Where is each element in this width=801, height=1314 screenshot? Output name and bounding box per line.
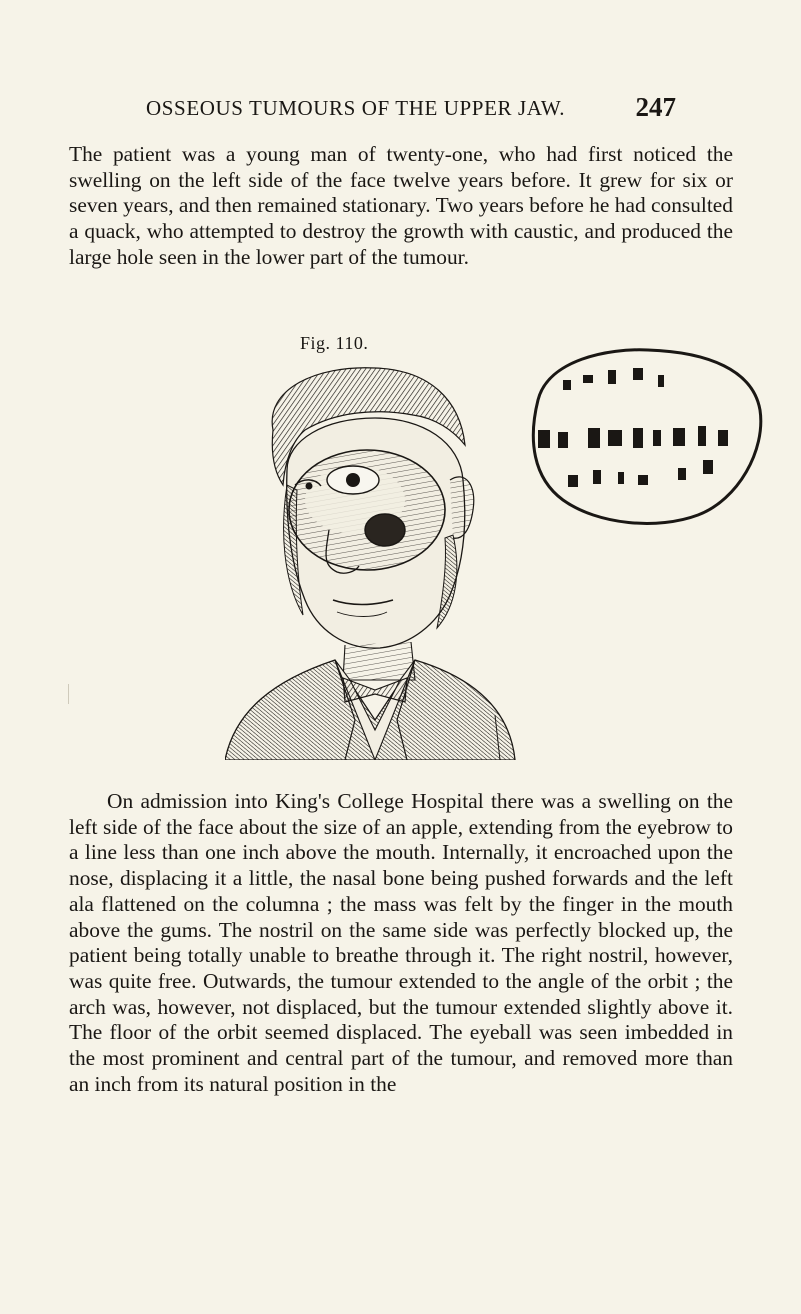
caustic-hole	[365, 514, 405, 546]
page-number: 247	[635, 92, 676, 122]
running-head: OSSEOUS TUMOURS OF THE UPPER JAW.	[146, 96, 566, 120]
paragraph-1: The patient was a young man of twenty-one, who had first noticed the swelling on the left side of the face twelve years before. It grew for six or seven years, and then remained stationary. Two years before he had consulted a quack, who attempted to destroy the growth with caustic, and produced the large hole seen in the lower part of the tumour.	[69, 142, 733, 269]
figure-caption: Fig. 110.	[300, 333, 369, 353]
page-header	[146, 92, 676, 128]
margin-mark	[68, 684, 75, 704]
library-stamp	[508, 340, 768, 530]
paragraph-2: On admission into King's College Hospital there was a swelling on the left side of the face about the size of an apple, extending from the eyebrow to a line less than one inch above the mouth. Internally, it encroached upon the nose, displacing it a little, the nasal bone being pushed forwards and the left ala flattened on the columna ; the mass was felt by the finger in the mouth above the gums. The nostril on the same side was perfectly blocked up, the patient being totally unable to breathe through it. The right nostril, however, was quite free. Outwards, the tumour extended to the angle of the orbit ; the arch was, however, not displaced, but the tumour extended slightly above it. The floor of the orbit seemed displaced. The eyeball was seen imbedded in the most prominent and central part of the tumour, and removed more than an inch from its natural position in the	[69, 789, 733, 1096]
bow-tie	[343, 678, 407, 702]
ear	[450, 477, 474, 538]
